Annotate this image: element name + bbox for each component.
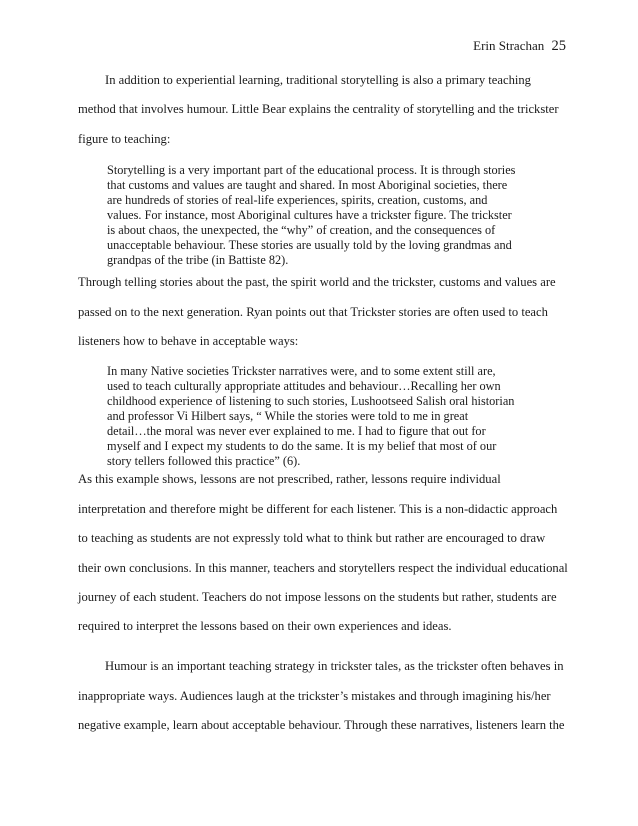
text-line: Through telling stories about the past, the spirit world and the trickster, customs and values are [78, 275, 556, 289]
quote-line: detail…the moral was never ever explained to me. I had to figure that out for [107, 424, 486, 438]
text-line: required to interpret the lessons based on their own experiences and ideas. [78, 619, 452, 633]
text-line: method that involves humour. Little Bear explains the centrality of storytelling and the trickster [78, 102, 559, 116]
header-author: Erin Strachan [473, 38, 545, 53]
text-line: their own conclusions. In this manner, teachers and storytellers respect the individual educational [78, 561, 568, 575]
quote-line: unacceptable behaviour. These stories are usually told by the loving grandmas and [107, 238, 512, 252]
text-line: As this example shows, lessons are not prescribed, rather, lessons require individual [78, 472, 501, 486]
quote-line: that customs and values are taught and shared. In most Aboriginal societies, there [107, 178, 508, 192]
quote-line: values. For instance, most Aboriginal cultures have a trickster figure. The trickster [107, 208, 512, 222]
text-line: listeners how to behave in acceptable ways: [78, 334, 299, 348]
text-line: journey of each student. Teachers do not impose lessons on the students but rather, students are [78, 590, 557, 604]
running-header [473, 38, 566, 55]
text-line: negative example, learn about acceptable behaviour. Through these narratives, listeners learn the [78, 718, 565, 732]
quote-line: are hundreds of stories of real-life experiences, spirits, creation, customs, and [107, 193, 488, 207]
text-line: interpretation and therefore might be different for each listener. This is a non-didactic approach [78, 502, 558, 516]
quote-line: In many Native societies Trickster narratives were, and to some extent still are, [107, 364, 496, 378]
quote-line: used to teach culturally appropriate attitudes and behaviour…Recalling her own [107, 379, 501, 393]
text-line: to teaching as students are not expressly told what to think but rather are encouraged to draw [78, 531, 546, 545]
text-line: passed on to the next generation. Ryan points out that Trickster stories are often used to teach [78, 305, 548, 319]
quote-line: and professor Vi Hilbert says, “ While the stories were told to me in great [107, 409, 469, 423]
quote-line: is about chaos, the unexpected, the “why” of creation, and the consequences of [107, 223, 496, 237]
text-line: figure to teaching: [78, 132, 171, 146]
quote-line: childhood experience of listening to such stories, Lushootseed Salish oral historian [107, 394, 515, 408]
quote-line: story tellers followed this practice” (6). [107, 454, 301, 468]
text-line: In addition to experiential learning, traditional storytelling is also a primary teaching [105, 73, 531, 87]
quote-line: myself and I expect my students to do the same. It is my belief that most of our [107, 439, 497, 453]
page-number: 25 [551, 38, 566, 54]
quote-line: grandpas of the tribe (in Battiste 82). [107, 253, 289, 267]
text-line: inappropriate ways. Audiences laugh at the trickster’s mistakes and through imagining his/her [78, 689, 551, 703]
quote-line: Storytelling is a very important part of the educational process. It is through stories [107, 163, 516, 177]
text-line: Humour is an important teaching strategy in trickster tales, as the trickster often behaves in [105, 659, 564, 673]
